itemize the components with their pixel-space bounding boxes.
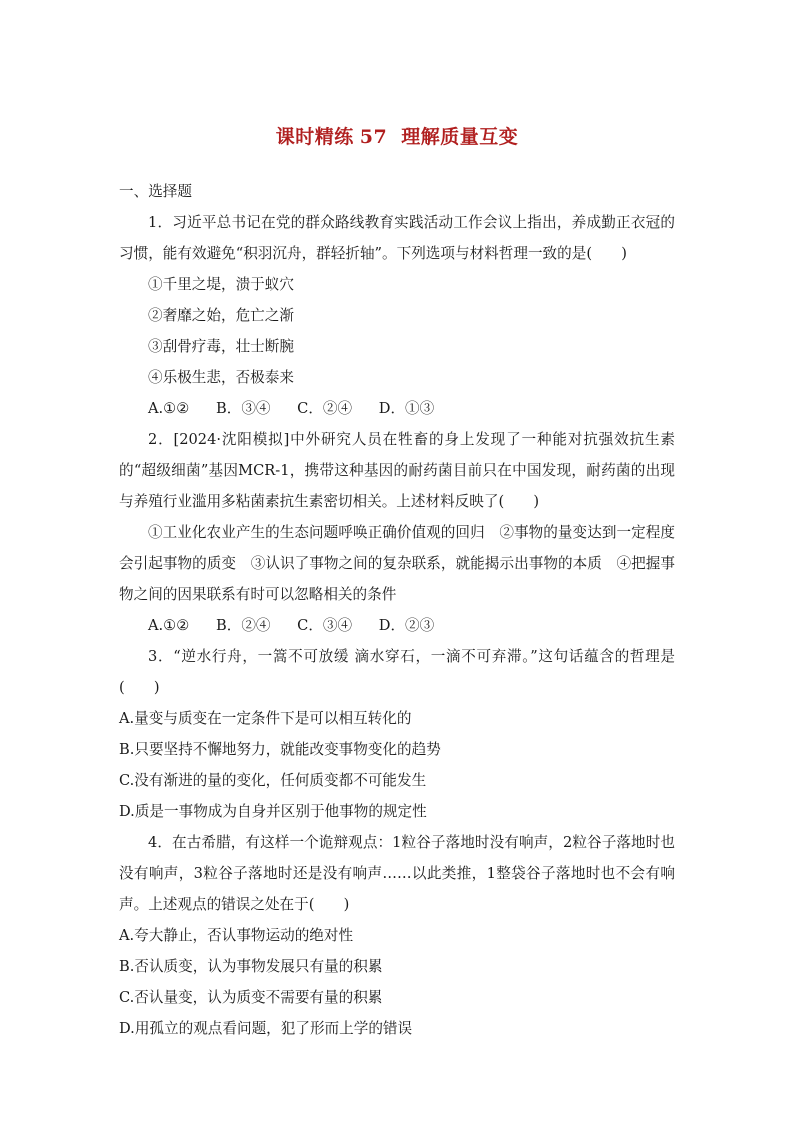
q3-option-b: B.只要坚持不懈地努力，就能改变事物变化的趋势 xyxy=(119,741,441,758)
exercise-content xyxy=(119,176,675,1044)
q2-option-a: A.①② xyxy=(148,617,190,634)
q1-item: ④乐极生悲，否极泰来 xyxy=(148,369,294,386)
q1-options xyxy=(119,393,675,424)
q4-option-c: C.否认量变，认为质变不需要有量的积累 xyxy=(119,989,383,1006)
q2-option-d: D．②③ xyxy=(378,617,435,634)
q1-stem: 1．习近平总书记在党的群众路线教育实践活动工作会议上指出，养成勤正衣冠的习惯，能有效避免“积羽沉舟，群轻折轴”。下列选项与材料哲理一致的是( ) xyxy=(119,214,675,262)
q2-option-c: C．③④ xyxy=(297,617,353,634)
q4-option-d: D.用孤立的观点看问题，犯了形而上学的错误 xyxy=(119,1020,413,1037)
title-prefix: 课时精练 xyxy=(275,126,354,148)
page-title xyxy=(0,122,794,149)
q2-option-b: B．②④ xyxy=(216,617,271,634)
q1-item: ③刮骨疗毒，壮士断腕 xyxy=(148,338,294,355)
q3-option-a: A.量变与质变在一定条件下是可以相互转化的 xyxy=(119,710,412,727)
q2-stem: 2．[2024·沈阳模拟]中外研究人员在牲畜的身上发现了一种能对抗强效抗生素的“超级细菌”基因MCR-1，携带这种基因的耐药菌目前只在中国发现，耐药菌的出现与养殖行业滥用多粘菌素抗生素密切相关。上述材料反映了( ) xyxy=(119,431,675,510)
q4-stem: 4．在古希腊，有这样一个诡辩观点：1粒谷子落地时没有响声，2粒谷子落地时也没有响声，3粒谷子落地时还是没有响声……以此类推，1整袋谷子落地时也不会有响声。上述观点的错误之处在于( ) xyxy=(119,834,675,913)
q3-option-c: C.没有渐进的量的变化，任何质变都不可能发生 xyxy=(119,772,427,789)
section-heading: 一、选择题 xyxy=(119,183,192,200)
q1-option-d: D．①③ xyxy=(378,400,435,417)
q2-options xyxy=(119,610,675,641)
q2-items: ①工业化农业产生的生态问题呼唤正确价值观的回归 ②事物的量变达到一定程度会引起事物的质变 ③认识了事物之间的复杂联系，就能揭示出事物的本质 ④把握事物之间的因果联系有时可以忽略相关的条件 xyxy=(119,524,675,603)
title-number: 57 xyxy=(359,126,388,148)
q4-option-a: A.夸大静止，否认事物运动的绝对性 xyxy=(119,927,354,944)
q1-item: ②奢靡之始，危亡之渐 xyxy=(148,307,294,324)
q3-stem: 3．“逆水行舟，一篙不可放缓 滴水穿石，一滴不可弃滞。”这句话蕴含的哲理是( ) xyxy=(119,648,675,696)
q1-item: ①千里之堤，溃于蚁穴 xyxy=(148,276,294,293)
q4-option-b: B.否认质变，认为事物发展只有量的积累 xyxy=(119,958,383,975)
title-name: 理解质量互变 xyxy=(401,126,519,148)
q1-option-a: A.①② xyxy=(148,400,190,417)
q1-option-b: B．③④ xyxy=(216,400,271,417)
q3-option-d: D.质是一事物成为自身并区别于他事物的规定性 xyxy=(119,803,427,820)
q1-option-c: C．②④ xyxy=(297,400,353,417)
